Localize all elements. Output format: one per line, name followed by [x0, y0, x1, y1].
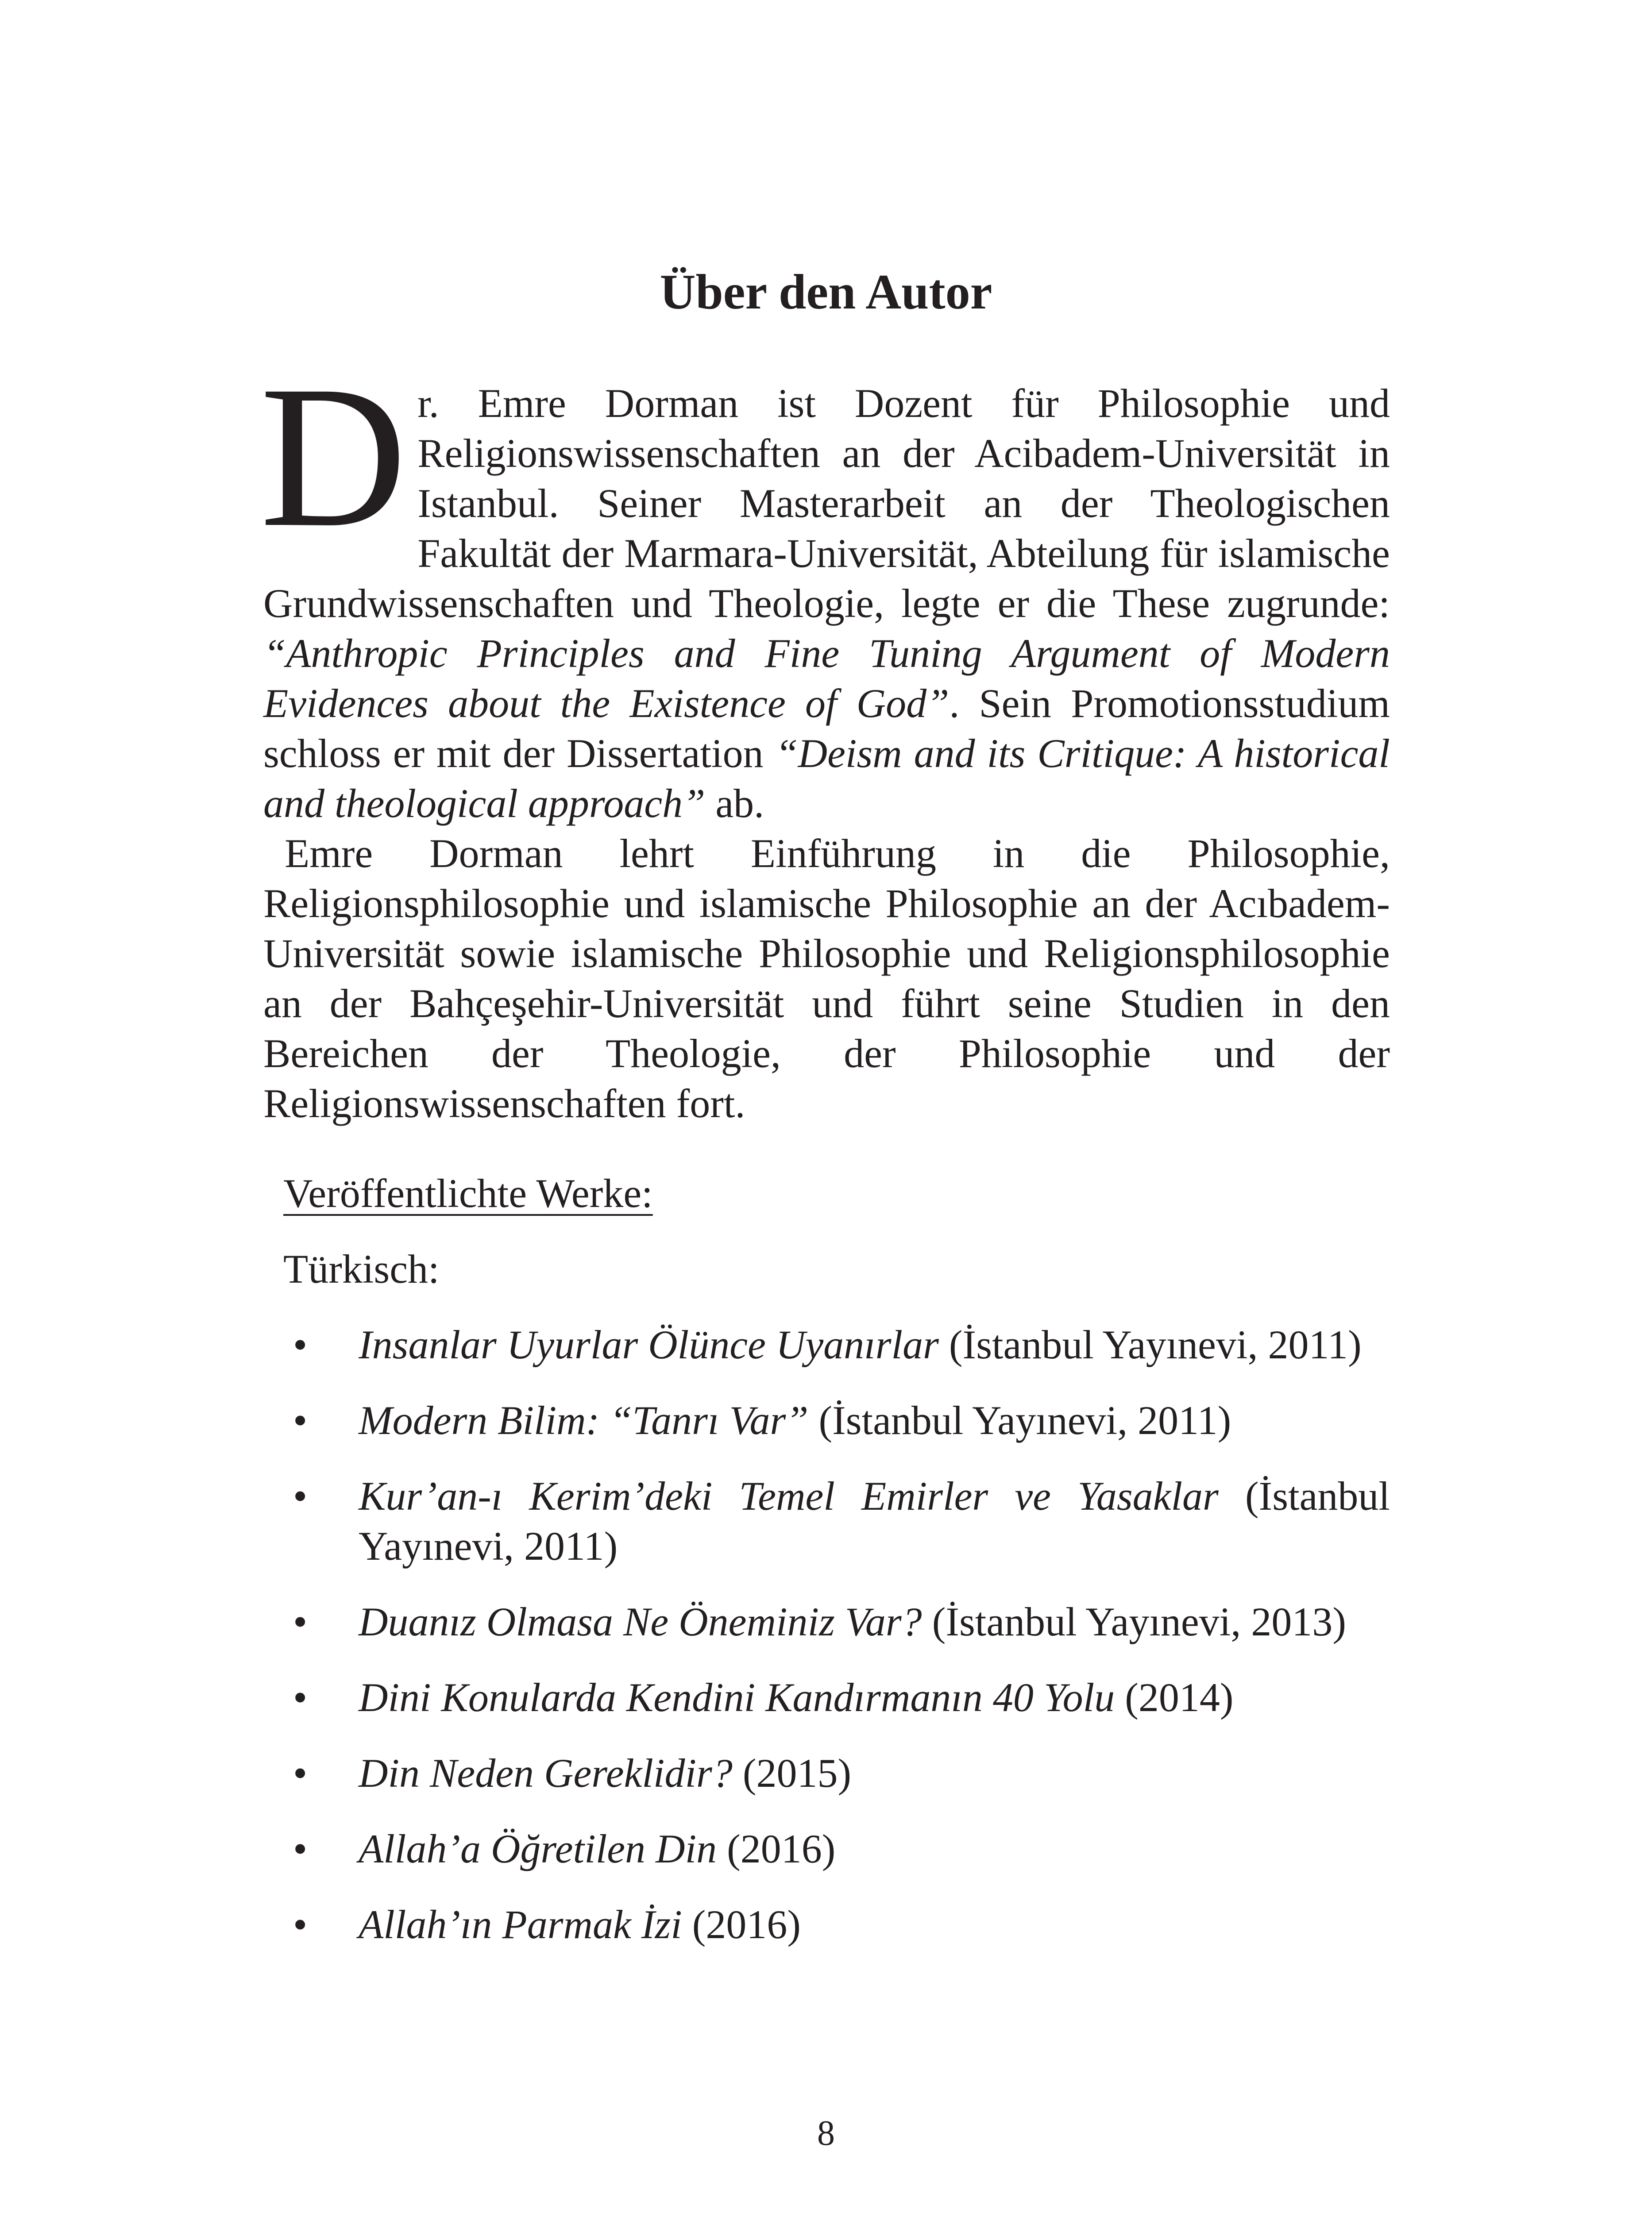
book-title: Allah’a Öğretilen Din	[359, 1826, 717, 1871]
bullet-icon: •	[293, 1473, 308, 1519]
list-item	[283, 1748, 1390, 1798]
bullet-icon: •	[293, 1826, 308, 1871]
works-language-label: Türkisch:	[283, 1246, 440, 1292]
book-title: Dini Konularda Kendini Kandırmanın 40 Yolu	[359, 1675, 1115, 1720]
published-works	[283, 1168, 1390, 1975]
list-item	[283, 1396, 1390, 1446]
list-item	[283, 1597, 1390, 1647]
book-detail: (2014)	[1115, 1675, 1234, 1720]
book-list	[283, 1320, 1390, 1950]
book-detail: (İstanbul Yayınevi, 2011)	[808, 1398, 1231, 1443]
list-item	[283, 1900, 1390, 1950]
bullet-icon: •	[293, 1322, 308, 1367]
page-number: 8	[817, 2114, 835, 2153]
book-detail: (2016)	[717, 1826, 836, 1871]
works-heading: Veröffentlichte Werke:	[283, 1171, 653, 1216]
book-title: Kur’an-ı Kerim’deki Temel Emirler ve Yasaklar	[359, 1473, 1219, 1519]
dissertation-title: “Deism and its Critique: A historical and theological approach”	[263, 731, 1390, 826]
bullet-icon: •	[293, 1599, 308, 1644]
bullet-icon: •	[293, 1398, 308, 1443]
book-title: Din Neden Gereklidir?	[359, 1750, 733, 1796]
book-detail: (İstanbul Yayınevi, 2011)	[938, 1322, 1362, 1367]
book-detail: (İstanbul Yayınevi, 2013)	[922, 1599, 1346, 1644]
book-title: Duanız Olmasa Ne Öneminiz Var?	[359, 1599, 922, 1644]
book-title: Insanlar Uyurlar Ölünce Uyanırlar	[359, 1322, 939, 1367]
bio-text: r. Emre Dorman ist Dozent für Philosophie und Religionswissenschaften an der Acibadem-Universität in Istanbul. Seiner Masterarbeit an der Theologischen Fakultät der Marmara-Universität, Abteilung für islamische Grundwissenschaften und Theologie, legte er die These zugrunde:	[263, 381, 1390, 626]
author-bio	[260, 343, 1390, 1129]
thesis-title: “Anthropic Principles and Fine Tuning Argument of Modern Evidences about the Existence of God”	[263, 631, 1390, 726]
bio-text: ab.	[705, 781, 764, 826]
book-detail: (2015)	[732, 1750, 852, 1796]
list-item	[283, 1471, 1390, 1571]
bio-text: . Sein Promotionsstudium schloss er mit der Dissertation	[263, 681, 1390, 776]
bullet-icon: •	[293, 1675, 308, 1720]
bio-paragraph-1	[260, 343, 1390, 829]
book-detail: (2016)	[682, 1902, 801, 1947]
book-title: Modern Bilim: “Tanrı Var”	[359, 1398, 809, 1443]
list-item	[283, 1824, 1390, 1874]
book-detail: (İstanbul Yayınevi, 2011)	[359, 1473, 1390, 1569]
list-item	[283, 1320, 1390, 1370]
page-title: Über den Autor	[660, 265, 992, 320]
bullet-icon: •	[293, 1750, 308, 1796]
list-item	[283, 1673, 1390, 1723]
drop-cap-letter: D	[260, 343, 407, 569]
book-title: Allah’ın Parmak İzi	[359, 1902, 682, 1947]
bullet-icon: •	[293, 1902, 308, 1947]
bio-paragraph-2: Emre Dorman lehrt Einführung in die Philosophie, Religionsphilosophie und islamische Philosophie an der Acıbadem-Universität sowie islamische Philosophie und Religionsphilosophie an der Bahçeşehir-Universität und führt seine Studien in den Bereichen der Theologie, der Philosophie und der Religionswissenschaften fort.	[263, 831, 1390, 1126]
